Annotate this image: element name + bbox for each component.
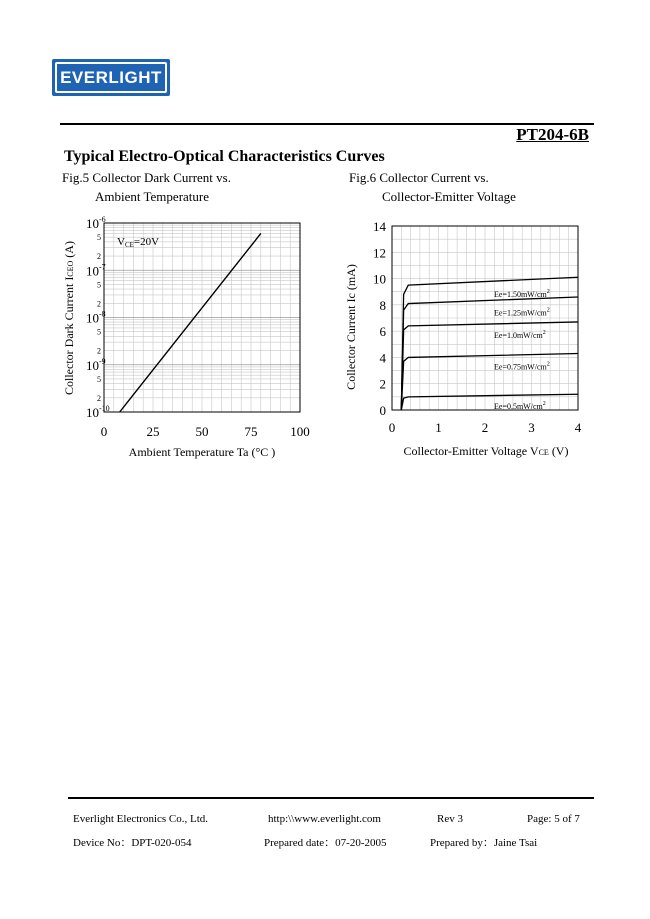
fig5-x-tick-label: 100: [290, 424, 310, 439]
footer-prepared-by: Prepared by：Jaine Tsai: [430, 837, 538, 849]
fig5-y-decade-label: $10^{-9}$: [86, 356, 106, 373]
fig5-y-decade-label: $10^{-7}$: [86, 262, 106, 279]
fig6-caption-line2: Collector-Emitter Voltage: [382, 189, 516, 204]
fig5-y-minor-label: 5: [97, 233, 101, 243]
fig5-y-decade-label: $10^{-8}$: [86, 309, 106, 326]
fig5-x-tick-label: 75: [244, 424, 258, 439]
fig5-x-axis-label: Ambient Temperature Ta (°C ): [128, 445, 276, 459]
fig5-x-tick-label: 50: [195, 424, 209, 439]
fig6-series-curve: [401, 353, 578, 410]
fig6-caption-line1: Fig.6 Collector Current vs.: [349, 170, 489, 185]
fig6-y-axis-label: Collector Current Ic (mA): [344, 264, 358, 390]
fig6-y-tick-label: 14: [373, 219, 386, 234]
fig6-y-tick-label: 0: [379, 403, 386, 418]
fig6-x-tick-label: 0: [388, 420, 396, 435]
fig5-y-minor-label: 5: [97, 374, 101, 384]
fig5-annotation: VCE=20V: [117, 236, 160, 249]
fig5-x-tick-label: 25: [146, 424, 160, 439]
fig5-y-minor-label: 5: [97, 280, 101, 290]
fig6-x-tick-label: 4: [574, 420, 582, 435]
fig6-x-axis-label: Collector-Emitter Voltage VCE (V): [403, 444, 569, 458]
fig5-y-decade-label: $10^{-6}$: [86, 215, 106, 231]
fig5-y-axis-label: Collector Dark Current ICEO (A): [62, 241, 76, 395]
fig6-y-tick-label: 8: [379, 297, 386, 313]
fig6-y-tick-label: 4: [379, 350, 386, 366]
fig5-y-minor-label: 5: [97, 327, 101, 337]
footer-device: Device No：DPT-020-054: [73, 837, 192, 849]
fig5-y-minor-label: 2: [97, 346, 101, 356]
fig5-caption-line2: Ambient Temperature: [95, 189, 210, 204]
logo-text: EVERLIGHT: [55, 62, 167, 93]
fig5-y-minor-label: 2: [97, 252, 101, 262]
fig5-caption-line1: Fig.5 Collector Dark Current vs.: [62, 170, 231, 185]
footer-url[interactable]: http:\\www.everlight.com: [268, 813, 381, 825]
footer-rev: Rev 3: [437, 813, 463, 825]
footer-company: Everlight Electronics Co., Ltd.: [73, 813, 209, 825]
model-number: PT204-6B: [516, 125, 589, 144]
footer-prepared-date: Prepared date：07-20-2005: [264, 837, 387, 849]
footer-rule: [68, 797, 594, 799]
fig6-series-label: $Ee=1.25mW/cm^2$: [494, 307, 550, 318]
fig6-x-tick-label: 1: [435, 420, 442, 435]
fig5-y-minor-label: 2: [97, 299, 101, 309]
fig6-series-label: $Ee=0.75mW/cm^2$: [494, 361, 550, 372]
fig6-y-tick-label: 10: [373, 271, 386, 287]
fig6-series-label: $Ee=1.0mW/cm^2$: [494, 329, 546, 340]
fig5-y-decade-label: $10^{-10}$: [86, 404, 110, 420]
section-title: Typical Electro-Optical Characteristics Curves: [64, 148, 385, 165]
fig6-x-tick-label: 2: [481, 420, 489, 435]
fig6-x-tick-label: 3: [528, 420, 535, 435]
fig6-series-label: $Ee=1.50mW/cm^2$: [494, 289, 550, 300]
fig5-y-minor-label: 2: [97, 393, 101, 403]
footer-page: Page: 5 of 7: [527, 813, 580, 825]
fig5-series-line: [120, 233, 261, 412]
fig6-series-label: $Ee=0.5mW/cm^2$: [494, 400, 546, 411]
fig6-series-curve: [401, 277, 578, 410]
fig6-y-tick-label: 12: [373, 245, 386, 261]
fig5-x-tick-label: 0: [100, 424, 108, 439]
fig6-y-tick-label: 2: [379, 376, 386, 392]
fig6-y-tick-label: 6: [379, 324, 386, 340]
